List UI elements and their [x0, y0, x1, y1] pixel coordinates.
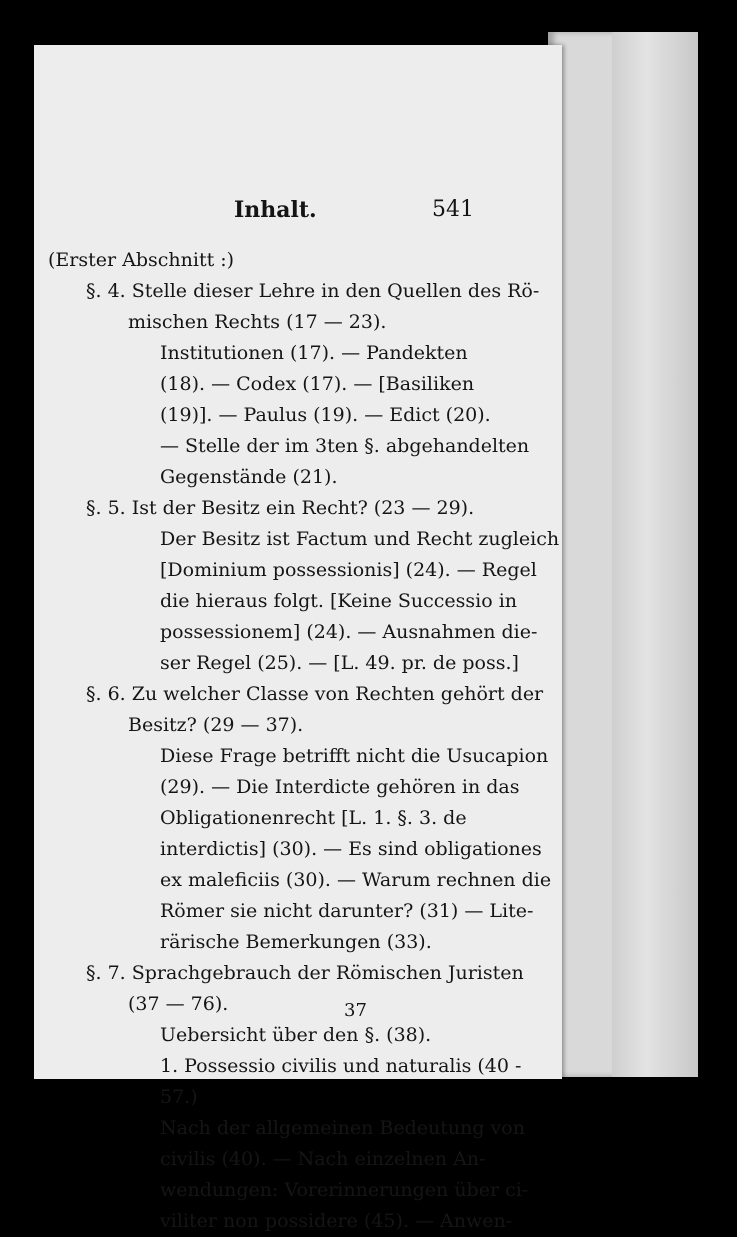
- text-line: [Dominium possessionis] (24). — Regel: [160, 559, 537, 581]
- text-line: §. 4. Stelle dieser Lehre in den Quellen des Rö-: [86, 280, 540, 302]
- text-line: Uebersicht über den §. (38).: [160, 1024, 432, 1046]
- text-line: die hieraus folgt. [Keine Successio in: [160, 590, 518, 612]
- text-line: interdictis] (30). — Es sind obligationes: [160, 838, 542, 860]
- running-header: [34, 195, 562, 235]
- text-line: Obligationenrecht [L. 1. §. 3. de: [160, 807, 467, 829]
- text-line: §. 6. Zu welcher Classe von Rechten gehört der: [86, 683, 544, 705]
- text-line: (29). — Die Interdicte gehören in das: [160, 776, 520, 798]
- text-line: 57.): [160, 1086, 198, 1108]
- text-line: wendungen: Vorerinnerungen über ci-: [160, 1179, 529, 1201]
- text-line: Diese Frage betrifft nicht die Usucapion: [160, 745, 549, 767]
- text-line: ser Regel (25). — [L. 49. pr. de poss.]: [160, 652, 519, 674]
- text-line: §. 5. Ist der Besitz ein Recht? (23 — 29).: [86, 497, 475, 519]
- text-line: civilis (40). — Nach einzelnen An-: [160, 1148, 486, 1170]
- text-line: Nach der allgemeinen Bedeutung von: [160, 1117, 525, 1139]
- text-line: possessionem] (24). — Ausnahmen die-: [160, 621, 538, 643]
- text-line: mischen Rechts (17 — 23).: [128, 311, 387, 333]
- text-line: ex maleficiis (30). — Warum rechnen die: [160, 869, 552, 891]
- text-line: — Stelle der im 3ten §. abgehandelten: [160, 435, 530, 457]
- page-number: 541: [432, 197, 474, 222]
- text-line: (Erster Abschnitt :): [48, 249, 235, 271]
- text-line: (19)]. — Paulus (19). — Edict (20).: [160, 404, 491, 426]
- text-line: Institutionen (17). — Pandekten: [160, 342, 468, 364]
- text-line: Gegenstände (21).: [160, 466, 338, 488]
- table-of-contents-text: [48, 245, 560, 1237]
- text-line: rärische Bemerkungen (33).: [160, 931, 432, 953]
- text-line: (37 — 76).: [128, 993, 229, 1015]
- back-page-edge: [612, 32, 698, 1077]
- text-line: Römer sie nicht darunter? (31) — Lite-: [160, 900, 534, 922]
- header-title: Inhalt.: [234, 197, 317, 223]
- text-line: §. 7. Sprachgebrauch der Römischen Juristen: [86, 962, 524, 984]
- signature-mark: 37: [344, 1000, 367, 1021]
- text-line: (18). — Codex (17). — [Basiliken: [160, 373, 475, 395]
- text-line: viliter non possidere (45). — Anwen-: [160, 1210, 513, 1232]
- text-line: Der Besitz ist Factum und Recht zugleich: [160, 528, 560, 550]
- text-line: 1. Possessio civilis und naturalis (40 -: [160, 1055, 522, 1077]
- book-page: [34, 45, 562, 1232]
- text-line: Besitz? (29 — 37).: [128, 714, 304, 736]
